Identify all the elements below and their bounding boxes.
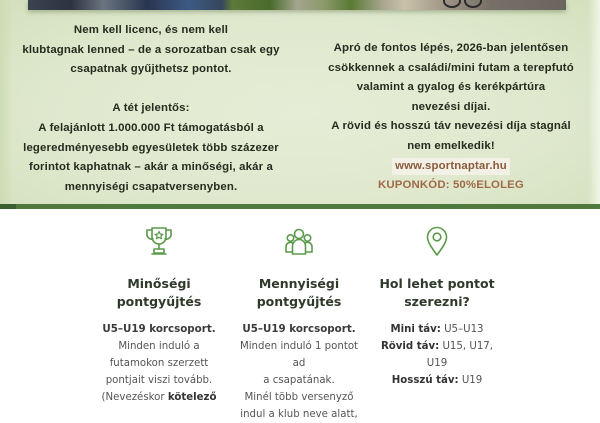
feature-subtitle: U5–U19 korcsoport. (102, 323, 216, 335)
feature-title: Minőségi pontgyűjtés (116, 276, 202, 309)
text-line: forintot kaphatnak – akár a minőségi, akár a (29, 161, 273, 174)
text-line: valamint a gyalog és kerékpártúra (356, 81, 546, 94)
text-line: legeredményesebb egyesületek több százezer (23, 141, 279, 154)
distance-row: Mini táv: U5–U13 (390, 324, 484, 335)
map-pin-icon (422, 225, 452, 257)
feature-body: Minden induló a futamokon szerzett pontjait viszi tovább. (Nevezéskor kötelező (101, 341, 217, 403)
bike-wheel-graphic (464, 0, 482, 8)
fee-info-column (318, 39, 584, 196)
distance-row: Rövid táv: U15, U17, (380, 341, 494, 352)
feature-body: Minden induló 1 pontot ad a csapatának. Minél több versenyző indul a klub neve alatt, (239, 341, 359, 420)
feature-subtitle: U5–U19 korcsoport. (242, 323, 356, 335)
text-line: Nem kell licenc, és nem kell (73, 24, 229, 36)
feature-title: Mennyiségi pontgyűjtés (256, 276, 342, 309)
text-line: klubtagnak lenned – de a sorozatban csak egy (22, 43, 280, 56)
sportnaptar-link[interactable]: www.sportnaptar.hu (392, 158, 510, 175)
text-line: Apró de fontos lépés, 2026-ban jelentősen (333, 42, 569, 54)
feature-title: Hol lehet pontot szerezni? (379, 276, 495, 309)
text-line: csapatnak gyűjthetsz pontot. (70, 63, 232, 76)
text-line: csökkennek a családi/mini futam a terepfutó (328, 61, 574, 74)
section-divider-accent (0, 204, 16, 209)
distance-row: U19 (426, 358, 448, 369)
feature-quality-points (94, 225, 224, 406)
text-line: A rövid és hosszú táv nevezési díja stagnál (331, 120, 571, 133)
bike-wheel-graphic (443, 0, 461, 8)
feature-quantity-points (234, 225, 364, 423)
text-line: nevezési díjai. (411, 100, 491, 113)
text-line: A felajánlott 1.000.000 Ft támogatásból a (38, 121, 264, 134)
text-line: nem emelkedik! (407, 139, 495, 152)
stakes-heading: A tét jelentős: (112, 102, 190, 115)
group-users-icon (284, 225, 314, 257)
info-panel (0, 0, 600, 204)
header-photo (28, 0, 566, 10)
license-info-column (18, 21, 284, 197)
distance-list (372, 321, 502, 389)
section-divider (0, 204, 600, 209)
coupon-code: KUPONKÓD: 50%ELOLEG (378, 179, 524, 192)
feature-where-to-score (372, 225, 502, 389)
trophy-icon (144, 225, 174, 257)
distance-row: Hosszú táv: U19 (391, 375, 483, 386)
text-line: mennyiségi csapatversenyben. (64, 180, 238, 193)
